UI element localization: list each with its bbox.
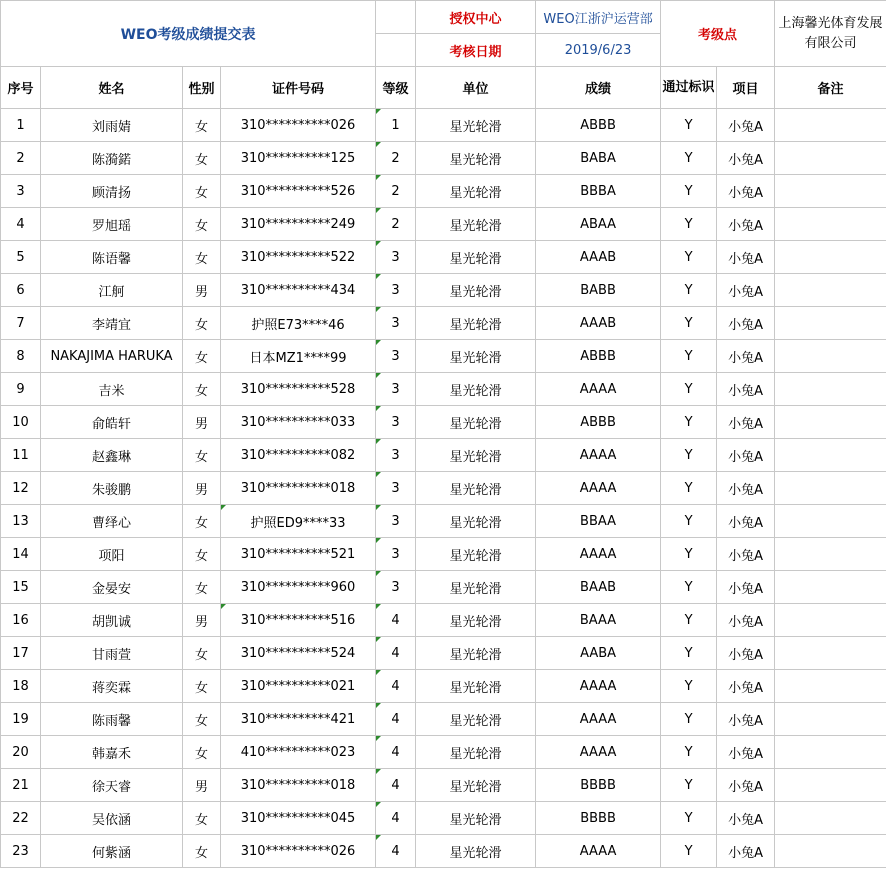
row-no-cell[interactable]: 15 xyxy=(1,571,41,604)
row-name-cell[interactable]: 何紫涵 xyxy=(41,835,183,868)
row-score-cell[interactable]: ABBB xyxy=(536,340,661,373)
row-no-cell[interactable]: 23 xyxy=(1,835,41,868)
row-unit-cell[interactable]: 星光轮滑 xyxy=(416,670,536,703)
row-note-cell[interactable] xyxy=(775,505,886,538)
row-note-cell[interactable] xyxy=(775,538,886,571)
table-row xyxy=(1,439,886,472)
row-no-cell[interactable]: 8 xyxy=(1,340,41,373)
row-pass-cell[interactable]: Y xyxy=(661,637,717,670)
row-name-cell[interactable]: 陈漪鍩 xyxy=(41,142,183,175)
row-pass-cell[interactable]: Y xyxy=(661,505,717,538)
row-level-cell[interactable]: 3 xyxy=(376,373,416,406)
row-unit-cell[interactable]: 星光轮滑 xyxy=(416,736,536,769)
row-score-cell[interactable]: AAAA xyxy=(536,373,661,406)
row-id-cell[interactable]: 310**********249 xyxy=(221,208,376,241)
row-no-cell[interactable]: 6 xyxy=(1,274,41,307)
table-row xyxy=(1,109,886,142)
row-name-cell[interactable]: 徐天睿 xyxy=(41,769,183,802)
row-no-cell[interactable]: 1 xyxy=(1,109,41,142)
row-sex-cell[interactable]: 女 xyxy=(183,835,221,868)
row-score-cell[interactable]: BBBB xyxy=(536,769,661,802)
row-note-cell[interactable] xyxy=(775,769,886,802)
col-header-name[interactable]: 姓名 xyxy=(41,67,183,109)
row-unit-cell[interactable]: 星光轮滑 xyxy=(416,142,536,175)
row-score-cell[interactable]: AAAA xyxy=(536,835,661,868)
row-pass-cell[interactable]: Y xyxy=(661,736,717,769)
row-id-cell[interactable]: 310**********082 xyxy=(221,439,376,472)
row-no-cell[interactable]: 7 xyxy=(1,307,41,340)
row-unit-cell[interactable]: 星光轮滑 xyxy=(416,340,536,373)
row-level-cell[interactable]: 3 xyxy=(376,406,416,439)
row-level-cell[interactable]: 4 xyxy=(376,604,416,637)
row-unit-cell[interactable]: 星光轮滑 xyxy=(416,538,536,571)
col-header-unit[interactable]: 单位 xyxy=(416,67,536,109)
row-item-cell[interactable]: 小兔A xyxy=(717,274,775,307)
row-unit-cell[interactable]: 星光轮滑 xyxy=(416,604,536,637)
exam-site-value[interactable]: 上海馨光体育发展有限公司 xyxy=(775,1,886,67)
column-header-row xyxy=(1,67,886,109)
row-item-cell[interactable]: 小兔A xyxy=(717,208,775,241)
table-row xyxy=(1,241,886,274)
row-note-cell[interactable] xyxy=(775,274,886,307)
row-sex-cell[interactable]: 女 xyxy=(183,670,221,703)
row-id-cell[interactable]: 310**********421 xyxy=(221,703,376,736)
exam-date-value[interactable]: 2019/6/23 xyxy=(536,34,661,67)
row-pass-cell[interactable]: Y xyxy=(661,241,717,274)
table-row xyxy=(1,373,886,406)
row-note-cell[interactable] xyxy=(775,373,886,406)
col-header-item[interactable]: 项目 xyxy=(717,67,775,109)
row-name-cell[interactable]: 赵鑫琳 xyxy=(41,439,183,472)
row-name-cell[interactable]: 李靖宜 xyxy=(41,307,183,340)
col-header-id[interactable]: 证件号码 xyxy=(221,67,376,109)
row-item-cell[interactable]: 小兔A xyxy=(717,406,775,439)
col-header-pass[interactable]: 通过标识 xyxy=(661,67,717,109)
row-sex-cell[interactable]: 女 xyxy=(183,538,221,571)
row-item-cell[interactable]: 小兔A xyxy=(717,340,775,373)
row-item-cell[interactable]: 小兔A xyxy=(717,802,775,835)
row-sex-cell[interactable]: 女 xyxy=(183,373,221,406)
row-level-cell[interactable]: 2 xyxy=(376,208,416,241)
row-note-cell[interactable] xyxy=(775,241,886,274)
table-row xyxy=(1,736,886,769)
row-note-cell[interactable] xyxy=(775,109,886,142)
blank-cell[interactable] xyxy=(376,1,416,34)
row-item-cell[interactable]: 小兔A xyxy=(717,571,775,604)
table-row xyxy=(1,142,886,175)
row-pass-cell[interactable]: Y xyxy=(661,274,717,307)
row-unit-cell[interactable]: 星光轮滑 xyxy=(416,274,536,307)
row-score-cell[interactable]: BAAA xyxy=(536,604,661,637)
row-item-cell[interactable]: 小兔A xyxy=(717,307,775,340)
row-id-cell[interactable]: 310**********125 xyxy=(221,142,376,175)
row-note-cell[interactable] xyxy=(775,406,886,439)
row-id-cell[interactable]: 410**********023 xyxy=(221,736,376,769)
row-level-cell[interactable]: 3 xyxy=(376,439,416,472)
row-score-cell[interactable]: AABA xyxy=(536,637,661,670)
row-item-cell[interactable]: 小兔A xyxy=(717,142,775,175)
row-pass-cell[interactable]: Y xyxy=(661,373,717,406)
col-header-level[interactable]: 等级 xyxy=(376,67,416,109)
table-row xyxy=(1,274,886,307)
row-id-cell[interactable]: 护照E73****46 xyxy=(221,307,376,340)
col-header-score[interactable]: 成绩 xyxy=(536,67,661,109)
row-score-cell[interactable]: AAAA xyxy=(536,670,661,703)
row-pass-cell[interactable]: Y xyxy=(661,802,717,835)
row-item-cell[interactable]: 小兔A xyxy=(717,472,775,505)
row-no-cell[interactable]: 14 xyxy=(1,538,41,571)
row-pass-cell[interactable]: Y xyxy=(661,670,717,703)
row-name-cell[interactable]: 吴依涵 xyxy=(41,802,183,835)
row-pass-cell[interactable]: Y xyxy=(661,472,717,505)
row-level-cell[interactable]: 2 xyxy=(376,175,416,208)
row-name-cell[interactable]: 曹绎心 xyxy=(41,505,183,538)
row-pass-cell[interactable]: Y xyxy=(661,604,717,637)
row-pass-cell[interactable]: Y xyxy=(661,538,717,571)
row-note-cell[interactable] xyxy=(775,208,886,241)
row-name-cell[interactable]: 蒋奕霖 xyxy=(41,670,183,703)
row-item-cell[interactable]: 小兔A xyxy=(717,505,775,538)
row-id-cell[interactable]: 310**********526 xyxy=(221,175,376,208)
row-note-cell[interactable] xyxy=(775,604,886,637)
row-unit-cell[interactable]: 星光轮滑 xyxy=(416,307,536,340)
row-score-cell[interactable]: AAAA xyxy=(536,472,661,505)
row-name-cell[interactable]: 俞皓轩 xyxy=(41,406,183,439)
row-unit-cell[interactable]: 星光轮滑 xyxy=(416,637,536,670)
row-item-cell[interactable]: 小兔A xyxy=(717,538,775,571)
row-item-cell[interactable]: 小兔A xyxy=(717,175,775,208)
row-name-cell[interactable]: 吉米 xyxy=(41,373,183,406)
row-level-cell[interactable]: 3 xyxy=(376,472,416,505)
row-no-cell[interactable]: 2 xyxy=(1,142,41,175)
row-item-cell[interactable]: 小兔A xyxy=(717,604,775,637)
row-item-cell[interactable]: 小兔A xyxy=(717,439,775,472)
row-id-cell[interactable]: 310**********521 xyxy=(221,538,376,571)
row-sex-cell[interactable]: 女 xyxy=(183,703,221,736)
row-item-cell[interactable]: 小兔A xyxy=(717,670,775,703)
row-sex-cell[interactable]: 女 xyxy=(183,241,221,274)
row-name-cell[interactable]: 韩嘉禾 xyxy=(41,736,183,769)
row-id-cell[interactable]: 310**********524 xyxy=(221,637,376,670)
row-no-cell[interactable]: 9 xyxy=(1,373,41,406)
row-level-cell[interactable]: 3 xyxy=(376,538,416,571)
row-sex-cell[interactable]: 男 xyxy=(183,769,221,802)
row-sex-cell[interactable]: 男 xyxy=(183,406,221,439)
table-row xyxy=(1,208,886,241)
row-score-cell[interactable]: BAAB xyxy=(536,571,661,604)
row-score-cell[interactable]: AAAA xyxy=(536,736,661,769)
row-sex-cell[interactable]: 女 xyxy=(183,505,221,538)
row-sex-cell[interactable]: 女 xyxy=(183,109,221,142)
row-name-cell[interactable]: 刘雨婧 xyxy=(41,109,183,142)
row-score-cell[interactable]: BABA xyxy=(536,142,661,175)
row-id-cell[interactable]: 310**********033 xyxy=(221,406,376,439)
row-note-cell[interactable] xyxy=(775,307,886,340)
row-unit-cell[interactable]: 星光轮滑 xyxy=(416,769,536,802)
row-note-cell[interactable] xyxy=(775,340,886,373)
row-no-cell[interactable]: 5 xyxy=(1,241,41,274)
row-name-cell[interactable]: 甘雨萱 xyxy=(41,637,183,670)
row-unit-cell[interactable]: 星光轮滑 xyxy=(416,472,536,505)
row-no-cell[interactable]: 13 xyxy=(1,505,41,538)
col-header-note[interactable]: 备注 xyxy=(775,67,886,109)
row-unit-cell[interactable]: 星光轮滑 xyxy=(416,109,536,142)
row-note-cell[interactable] xyxy=(775,439,886,472)
row-score-cell[interactable]: BBAA xyxy=(536,505,661,538)
table-row xyxy=(1,538,886,571)
row-item-cell[interactable]: 小兔A xyxy=(717,703,775,736)
row-no-cell[interactable]: 12 xyxy=(1,472,41,505)
row-no-cell[interactable]: 3 xyxy=(1,175,41,208)
table-row xyxy=(1,670,886,703)
sheet-title[interactable]: WEO考级成绩提交表 xyxy=(1,1,376,67)
row-note-cell[interactable] xyxy=(775,637,886,670)
table-row xyxy=(1,571,886,604)
row-unit-cell[interactable]: 星光轮滑 xyxy=(416,439,536,472)
table-row xyxy=(1,472,886,505)
row-level-cell[interactable]: 4 xyxy=(376,802,416,835)
table-row xyxy=(1,835,886,868)
row-name-cell[interactable]: 项阳 xyxy=(41,538,183,571)
row-score-cell[interactable]: BBBB xyxy=(536,802,661,835)
row-level-cell[interactable]: 3 xyxy=(376,571,416,604)
row-level-cell[interactable]: 4 xyxy=(376,703,416,736)
row-pass-cell[interactable]: Y xyxy=(661,769,717,802)
row-pass-cell[interactable]: Y xyxy=(661,571,717,604)
row-sex-cell[interactable]: 女 xyxy=(183,307,221,340)
row-note-cell[interactable] xyxy=(775,175,886,208)
row-pass-cell[interactable]: Y xyxy=(661,439,717,472)
row-id-cell[interactable]: 日本MZ1****99 xyxy=(221,340,376,373)
table-row xyxy=(1,505,886,538)
row-name-cell[interactable]: 胡凯诚 xyxy=(41,604,183,637)
row-pass-cell[interactable]: Y xyxy=(661,208,717,241)
row-name-cell[interactable]: 金晏安 xyxy=(41,571,183,604)
row-no-cell[interactable]: 17 xyxy=(1,637,41,670)
table-row xyxy=(1,637,886,670)
row-note-cell[interactable] xyxy=(775,703,886,736)
row-note-cell[interactable] xyxy=(775,835,886,868)
row-no-cell[interactable]: 16 xyxy=(1,604,41,637)
row-note-cell[interactable] xyxy=(775,142,886,175)
row-level-cell[interactable]: 3 xyxy=(376,505,416,538)
row-sex-cell[interactable]: 男 xyxy=(183,604,221,637)
row-level-cell[interactable]: 2 xyxy=(376,142,416,175)
row-sex-cell[interactable]: 女 xyxy=(183,208,221,241)
row-id-cell[interactable]: 310**********018 xyxy=(221,769,376,802)
row-pass-cell[interactable]: Y xyxy=(661,406,717,439)
row-name-cell[interactable]: 江舸 xyxy=(41,274,183,307)
row-pass-cell[interactable]: Y xyxy=(661,142,717,175)
row-id-cell[interactable]: 310**********045 xyxy=(221,802,376,835)
row-score-cell[interactable]: AAAA xyxy=(536,439,661,472)
row-no-cell[interactable]: 19 xyxy=(1,703,41,736)
row-score-cell[interactable]: BBBA xyxy=(536,175,661,208)
row-score-cell[interactable]: ABBB xyxy=(536,406,661,439)
row-sex-cell[interactable]: 女 xyxy=(183,736,221,769)
row-id-cell[interactable]: 310**********528 xyxy=(221,373,376,406)
row-pass-cell[interactable]: Y xyxy=(661,109,717,142)
row-score-cell[interactable]: AAAB xyxy=(536,307,661,340)
row-id-cell[interactable]: 310**********522 xyxy=(221,241,376,274)
row-item-cell[interactable]: 小兔A xyxy=(717,373,775,406)
row-item-cell[interactable]: 小兔A xyxy=(717,109,775,142)
row-note-cell[interactable] xyxy=(775,472,886,505)
row-score-cell[interactable]: AAAA xyxy=(536,703,661,736)
row-note-cell[interactable] xyxy=(775,670,886,703)
blank-cell[interactable] xyxy=(376,34,416,67)
row-pass-cell[interactable]: Y xyxy=(661,307,717,340)
row-no-cell[interactable]: 20 xyxy=(1,736,41,769)
row-item-cell[interactable]: 小兔A xyxy=(717,241,775,274)
row-level-cell[interactable]: 3 xyxy=(376,307,416,340)
row-sex-cell[interactable]: 女 xyxy=(183,439,221,472)
table-row xyxy=(1,802,886,835)
row-unit-cell[interactable]: 星光轮滑 xyxy=(416,505,536,538)
exam-date-label[interactable]: 考核日期 xyxy=(416,34,536,67)
row-unit-cell[interactable]: 星光轮滑 xyxy=(416,802,536,835)
row-name-cell[interactable]: 陈雨馨 xyxy=(41,703,183,736)
row-note-cell[interactable] xyxy=(775,571,886,604)
row-no-cell[interactable]: 22 xyxy=(1,802,41,835)
row-unit-cell[interactable]: 星光轮滑 xyxy=(416,175,536,208)
table-row xyxy=(1,769,886,802)
row-sex-cell[interactable]: 男 xyxy=(183,274,221,307)
row-id-cell[interactable]: 310**********026 xyxy=(221,835,376,868)
row-level-cell[interactable]: 4 xyxy=(376,670,416,703)
exam-site-label[interactable]: 考级点 xyxy=(661,1,775,67)
row-item-cell[interactable]: 小兔A xyxy=(717,769,775,802)
row-no-cell[interactable]: 21 xyxy=(1,769,41,802)
row-name-cell[interactable]: 罗旭瑶 xyxy=(41,208,183,241)
row-sex-cell[interactable]: 女 xyxy=(183,340,221,373)
row-note-cell[interactable] xyxy=(775,736,886,769)
row-level-cell[interactable]: 4 xyxy=(376,835,416,868)
row-pass-cell[interactable]: Y xyxy=(661,835,717,868)
row-pass-cell[interactable]: Y xyxy=(661,175,717,208)
row-id-cell[interactable]: 护照ED9****33 xyxy=(221,505,376,538)
row-score-cell[interactable]: ABBB xyxy=(536,109,661,142)
row-level-cell[interactable]: 4 xyxy=(376,769,416,802)
auth-center-value[interactable]: WEO江浙沪运营部 xyxy=(536,1,661,34)
table-row xyxy=(1,307,886,340)
row-id-cell[interactable]: 310**********021 xyxy=(221,670,376,703)
row-sex-cell[interactable]: 男 xyxy=(183,472,221,505)
table-row xyxy=(1,175,886,208)
table-row xyxy=(1,703,886,736)
row-level-cell[interactable]: 3 xyxy=(376,241,416,274)
row-id-cell[interactable]: 310**********018 xyxy=(221,472,376,505)
row-sex-cell[interactable]: 女 xyxy=(183,571,221,604)
row-id-cell[interactable]: 310**********026 xyxy=(221,109,376,142)
row-item-cell[interactable]: 小兔A xyxy=(717,736,775,769)
row-unit-cell[interactable]: 星光轮滑 xyxy=(416,571,536,604)
row-score-cell[interactable]: AAAB xyxy=(536,241,661,274)
row-no-cell[interactable]: 4 xyxy=(1,208,41,241)
row-unit-cell[interactable]: 星光轮滑 xyxy=(416,835,536,868)
row-name-cell[interactable]: 朱骏鹏 xyxy=(41,472,183,505)
row-pass-cell[interactable]: Y xyxy=(661,703,717,736)
row-unit-cell[interactable]: 星光轮滑 xyxy=(416,703,536,736)
table-row xyxy=(1,604,886,637)
row-sex-cell[interactable]: 女 xyxy=(183,637,221,670)
row-sex-cell[interactable]: 女 xyxy=(183,802,221,835)
row-no-cell[interactable]: 18 xyxy=(1,670,41,703)
row-id-cell[interactable]: 310**********434 xyxy=(221,274,376,307)
col-header-sex[interactable]: 性别 xyxy=(183,67,221,109)
row-level-cell[interactable]: 3 xyxy=(376,340,416,373)
row-level-cell[interactable]: 4 xyxy=(376,637,416,670)
row-item-cell[interactable]: 小兔A xyxy=(717,637,775,670)
row-unit-cell[interactable]: 星光轮滑 xyxy=(416,208,536,241)
row-unit-cell[interactable]: 星光轮滑 xyxy=(416,373,536,406)
row-level-cell[interactable]: 1 xyxy=(376,109,416,142)
auth-center-label[interactable]: 授权中心 xyxy=(416,1,536,34)
row-id-cell[interactable]: 310**********516 xyxy=(221,604,376,637)
row-level-cell[interactable]: 4 xyxy=(376,736,416,769)
row-sex-cell[interactable]: 女 xyxy=(183,142,221,175)
row-no-cell[interactable]: 10 xyxy=(1,406,41,439)
table-row xyxy=(1,406,886,439)
row-unit-cell[interactable]: 星光轮滑 xyxy=(416,406,536,439)
row-level-cell[interactable]: 3 xyxy=(376,274,416,307)
row-sex-cell[interactable]: 女 xyxy=(183,175,221,208)
row-score-cell[interactable]: AAAA xyxy=(536,538,661,571)
row-score-cell[interactable]: BABB xyxy=(536,274,661,307)
row-score-cell[interactable]: ABAA xyxy=(536,208,661,241)
table-row xyxy=(1,340,886,373)
row-unit-cell[interactable]: 星光轮滑 xyxy=(416,241,536,274)
col-header-no[interactable]: 序号 xyxy=(1,67,41,109)
row-note-cell[interactable] xyxy=(775,802,886,835)
row-item-cell[interactable]: 小兔A xyxy=(717,835,775,868)
header-row-1 xyxy=(1,1,886,34)
row-no-cell[interactable]: 11 xyxy=(1,439,41,472)
row-pass-cell[interactable]: Y xyxy=(661,340,717,373)
row-name-cell[interactable]: 陈语馨 xyxy=(41,241,183,274)
row-name-cell[interactable]: 顾清扬 xyxy=(41,175,183,208)
row-name-cell[interactable]: NAKAJIMA HARUKA xyxy=(41,340,183,373)
row-id-cell[interactable]: 310**********960 xyxy=(221,571,376,604)
